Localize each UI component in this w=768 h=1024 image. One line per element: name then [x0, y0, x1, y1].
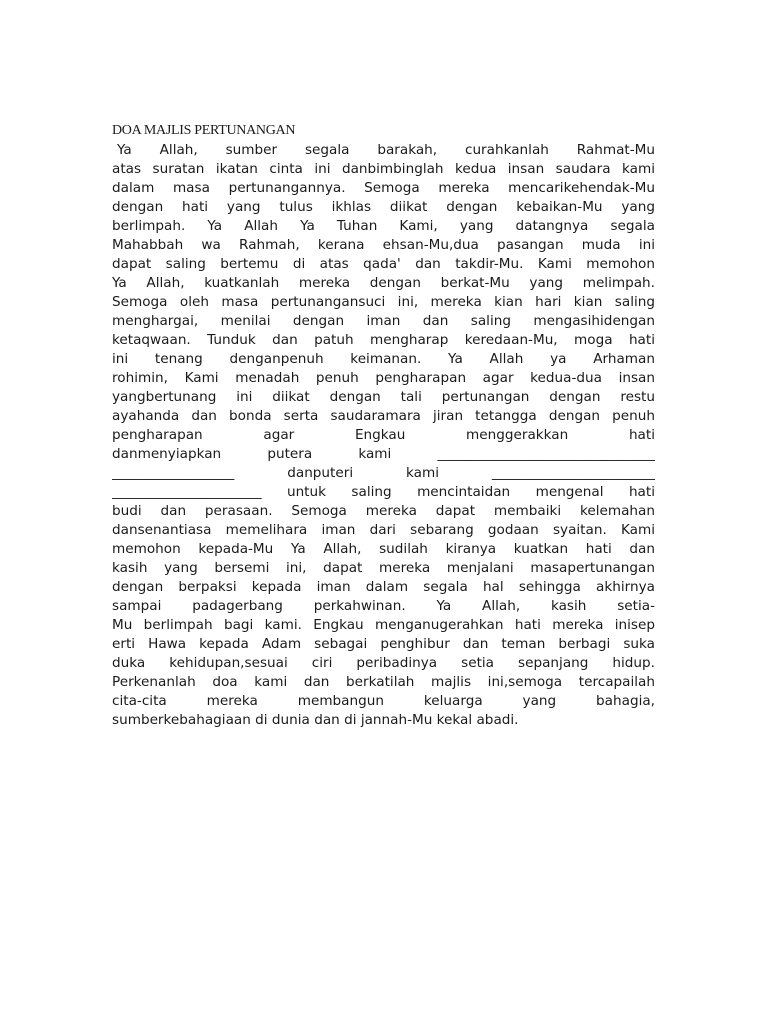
prayer-line: ayahanda dan bonda serta saudaramara jiran tetangga dengan penuh	[112, 408, 655, 424]
prayer-line: Mahabbah wa Rahmah, kerana ehsan-Mu,dua pasangan muda ini	[112, 237, 655, 253]
prayer-line: dalam masa pertunangannya. Semoga mereka mencarikehendak-Mu	[112, 180, 655, 196]
prayer-line: duka kehidupan,sesuai ciri peribadinya setia sepanjang hidup.	[112, 655, 655, 671]
prayer-line: dengan hati yang tulus ikhlas diikat dengan kebaikan-Mu yang	[112, 199, 655, 215]
prayer-line: rohimin, Kami menadah penuh pengharapan agar kedua-dua insan	[112, 370, 655, 386]
prayer-line: Mu berlimpah bagi kami. Engkau menganugerahkan hati mereka inisep	[112, 617, 655, 633]
prayer-line: sampai padagerbang perkahwinan. Ya Allah, kasih setia-	[112, 598, 655, 614]
prayer-line: ______________________ untuk saling mencintaidan mengenal hati	[112, 484, 655, 500]
prayer-line: memohon kepada-Mu Ya Allah, sudilah kiranya kuatkan hati dan	[112, 541, 655, 557]
prayer-line: erti Hawa kepada Adam sebagai penghibur dan teman berbagi suka	[112, 636, 655, 652]
prayer-line: kasih yang bersemi ini, dapat mereka menjalani masapertunangan	[112, 560, 655, 576]
prayer-line: yangbertunang ini diikat dengan tali pertunangan dengan restu	[112, 389, 655, 405]
document-title: DOA MAJLIS PERTUNANGAN	[112, 123, 296, 138]
prayer-line: pengharapan agar Engkau menggerakkan hati	[112, 427, 655, 443]
prayer-line: ketaqwaan. Tunduk dan patuh mengharap keredaan-Mu, moga hati	[112, 332, 655, 348]
document-body	[112, 122, 655, 730]
prayer-line: atas suratan ikatan cinta ini danbimbinglah kedua insan saudara kami	[112, 161, 655, 177]
prayer-line: __________________ danputeri kami ________________________	[112, 465, 655, 481]
prayer-line: ini tenang denganpenuh keimanan. Ya Allah ya Arhaman	[112, 351, 655, 367]
prayer-line: dansenantiasa memelihara iman dari sebarang godaan syaitan. Kami	[112, 522, 655, 538]
prayer-line: Ya Allah, sumber segala barakah, curahkanlah Rahmat-Mu	[117, 142, 655, 158]
prayer-line: Semoga oleh masa pertunangansuci ini, mereka kian hari kian saling	[112, 294, 655, 310]
prayer-line: dapat saling bertemu di atas qada' dan takdir-Mu. Kami memohon	[112, 256, 655, 272]
prayer-line: berlimpah. Ya Allah Ya Tuhan Kami, yang datangnya segala	[112, 218, 655, 234]
prayer-line: sumberkebahagiaan di dunia dan di jannah-Mu kekal abadi.	[112, 712, 519, 728]
prayer-line: budi dan perasaan. Semoga mereka dapat membaiki kelemahan	[112, 503, 655, 519]
prayer-line: Perkenanlah doa kami dan berkatilah majlis ini,semoga tercapailah	[112, 674, 655, 690]
prayer-line: danmenyiapkan putera kami ________________________________	[112, 446, 655, 462]
prayer-line: dengan berpaksi kepada iman dalam segala hal sehingga akhirnya	[112, 579, 655, 595]
prayer-line: Ya Allah, kuatkanlah mereka dengan berkat-Mu yang melimpah.	[112, 275, 655, 291]
prayer-line: menghargai, menilai dengan iman dan saling mengasihidengan	[112, 313, 655, 329]
prayer-line: cita-cita mereka membangun keluarga yang bahagia,	[112, 693, 655, 709]
